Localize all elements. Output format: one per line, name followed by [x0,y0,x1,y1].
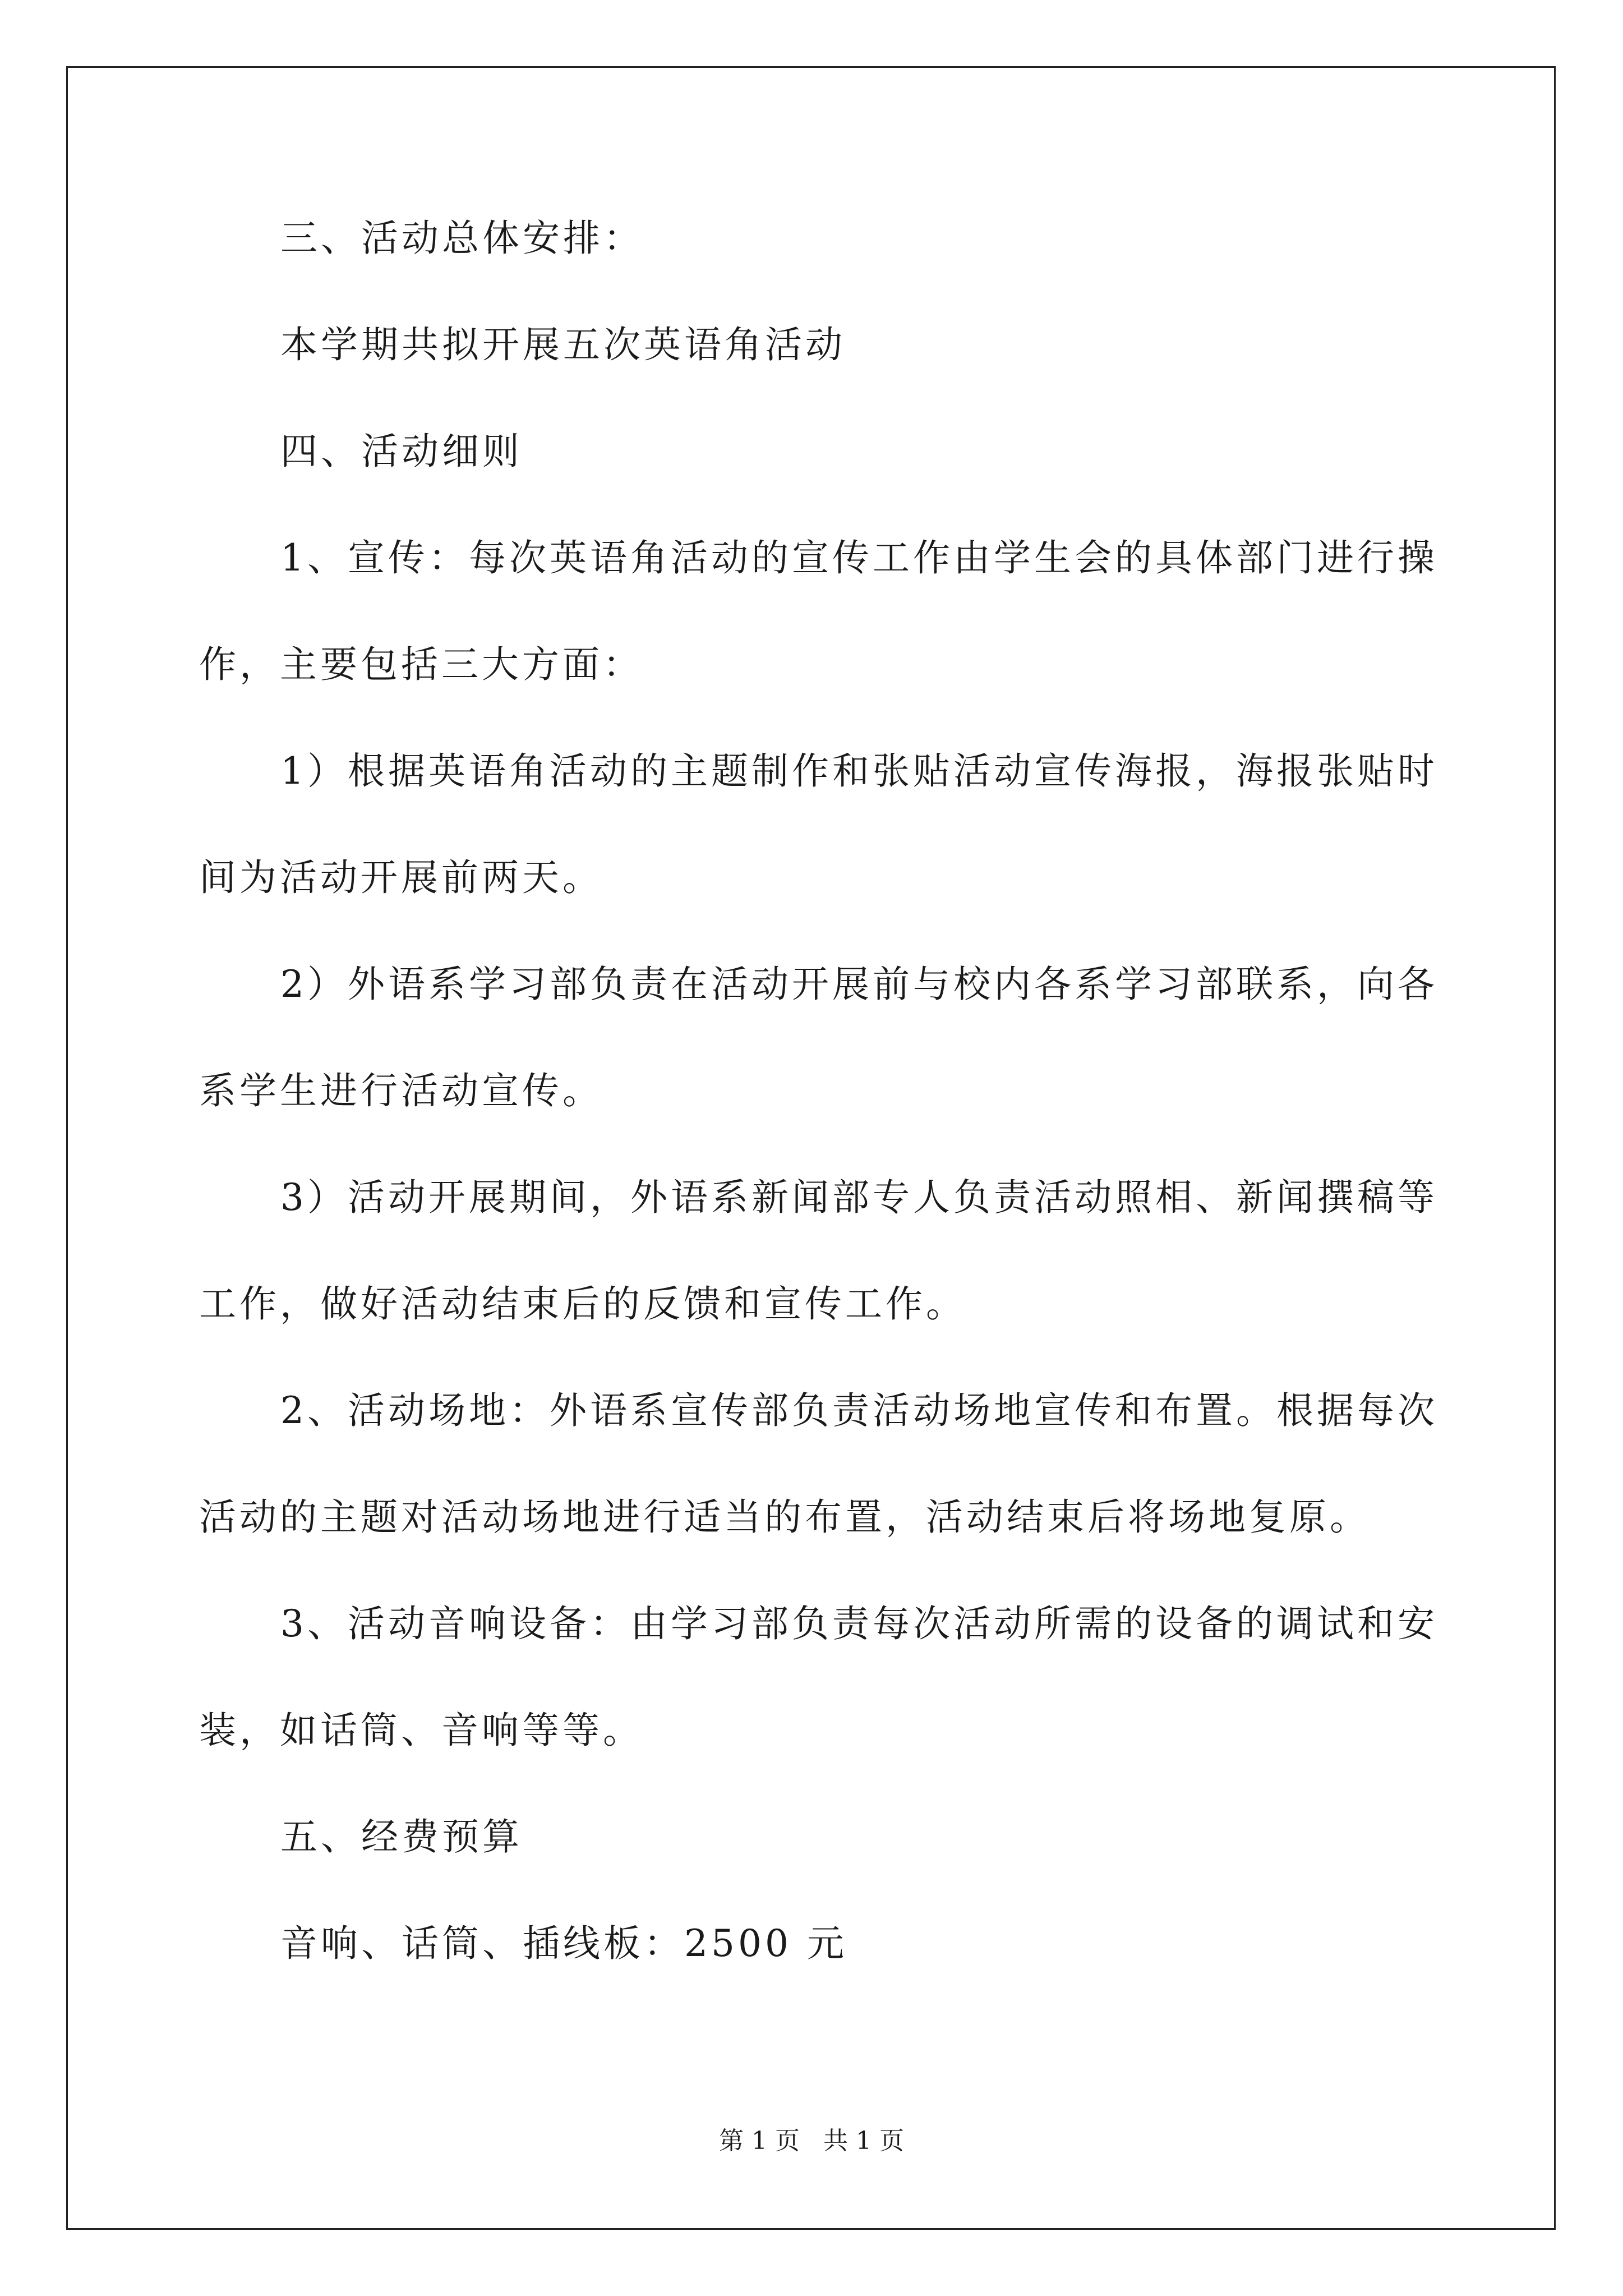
paragraph: 间为活动开展前两天。 [199,856,603,899]
paragraph: 本学期共拟开展五次英语角活动 [280,323,846,366]
paragraph: 3）活动开展期间，外语系新闻部专人负责活动照相、新闻撰稿等 [280,1176,1438,1219]
paragraph: 3、活动音响设备：由学习部负责每次活动所需的设备的调试和安 [280,1602,1438,1645]
paragraph: 作，主要包括三大方面： [199,643,643,686]
paragraph: 活动的主题对活动场地进行适当的布置，活动结束后将场地复原。 [199,1496,1370,1539]
paragraph: 三、活动总体安排： [280,217,644,260]
paragraph: 五、经费预算 [280,1815,523,1858]
paragraph: 1、宣传：每次英语角活动的宣传工作由学生会的具体部门进行操 [280,536,1438,579]
paragraph: 音响、话筒、插线板：2500 元 [280,1922,847,1965]
paragraph: 工作，做好活动结束后的反馈和宣传工作。 [199,1282,966,1326]
paragraph: 四、活动细则 [280,430,523,473]
paragraph: 系学生进行活动宣传。 [199,1069,603,1112]
page-footer: 第 1 页 共 1 页 [719,2127,904,2155]
paragraph: 1）根据英语角活动的主题制作和张贴活动宣传海报，海报张贴时 [280,749,1438,793]
paragraph: 2、活动场地：外语系宣传部负责活动场地宣传和布置。根据每次 [280,1389,1438,1432]
paragraph: 2）外语系学习部负责在活动开展前与校内各系学习部联系，向各 [280,963,1438,1006]
paragraph: 装，如话筒、音响等等。 [199,1709,643,1752]
page-border [66,66,1556,2230]
